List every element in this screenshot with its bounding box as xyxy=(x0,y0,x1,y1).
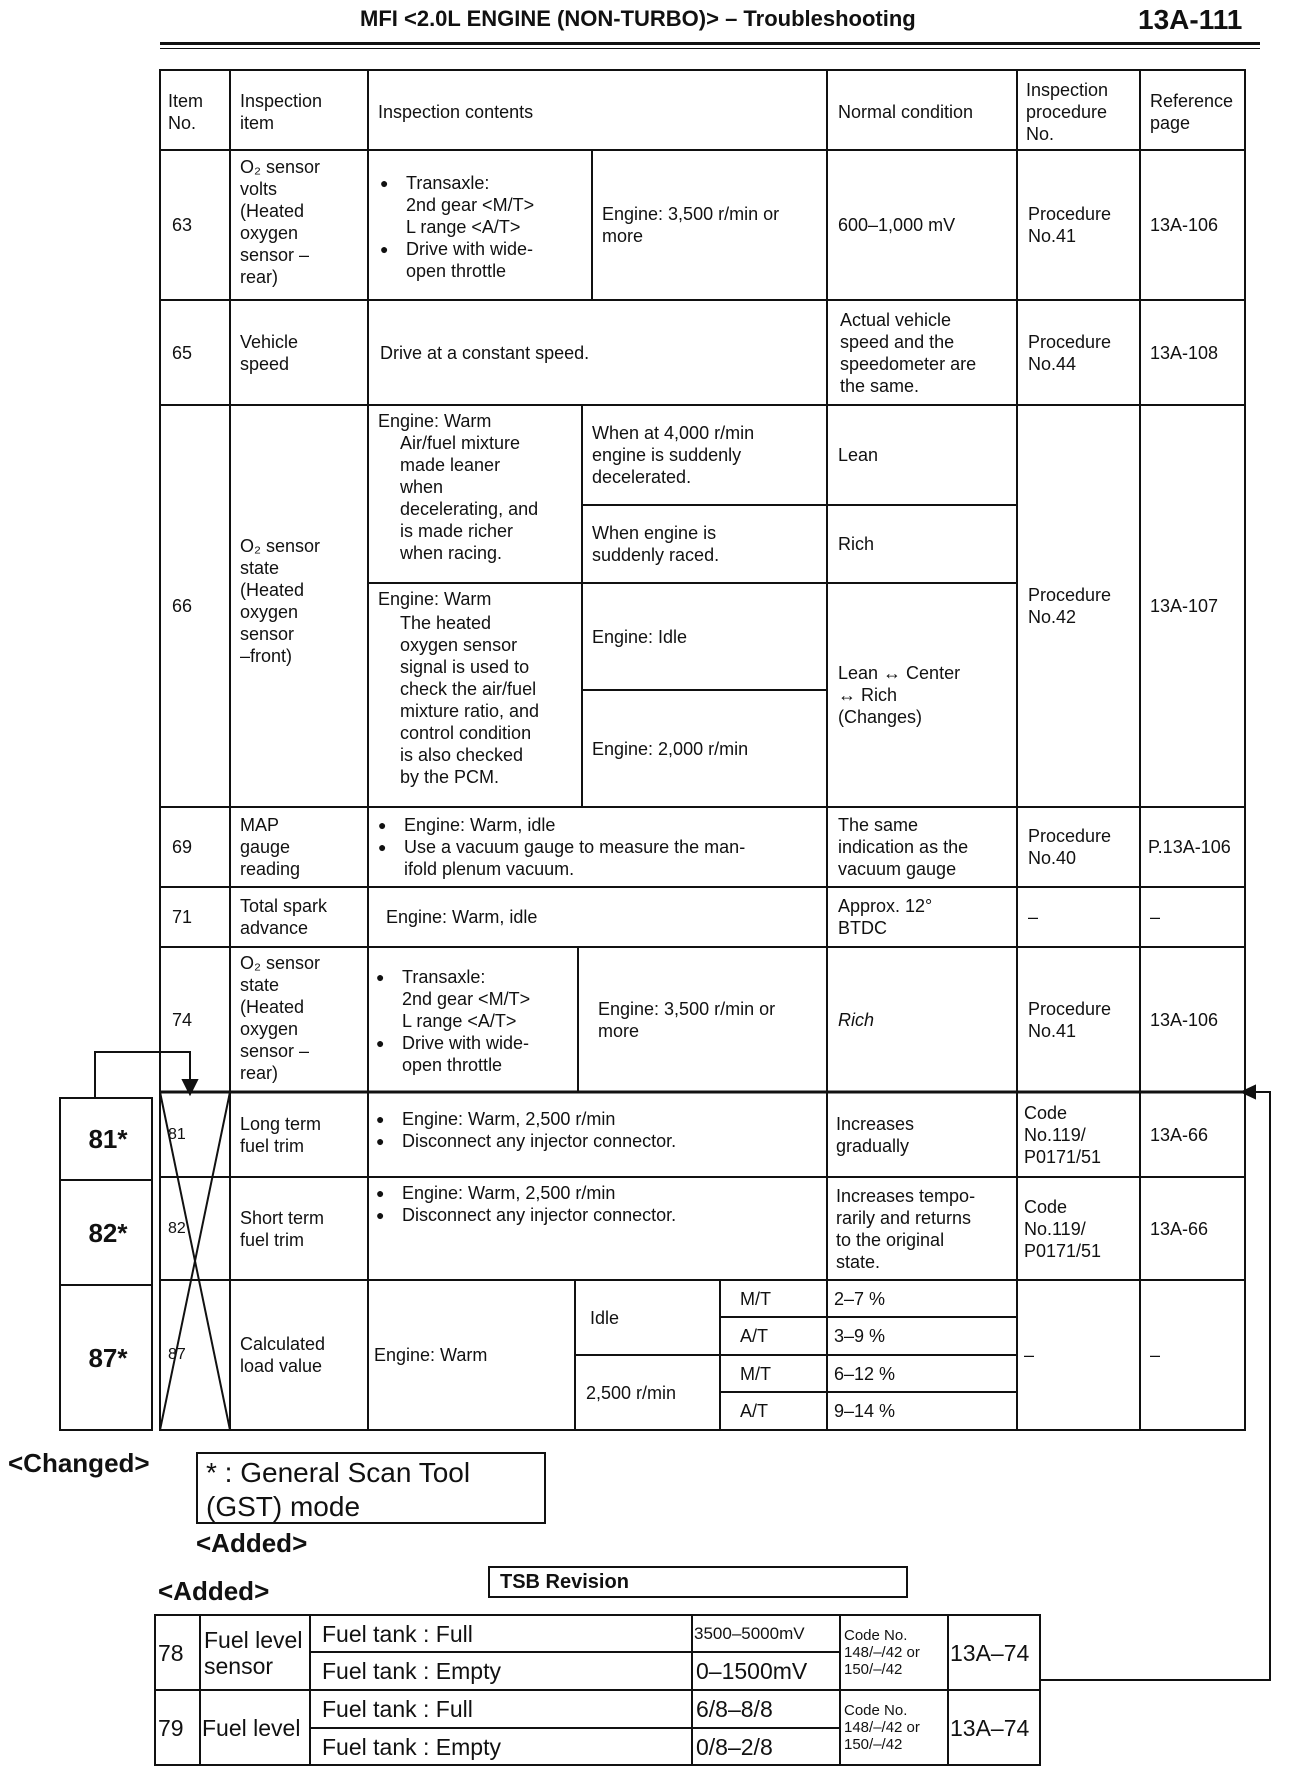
item-71: 71 xyxy=(172,907,193,927)
item-66-normal3: Lean ↔ Center ↔ Rich (Changes) xyxy=(838,663,961,727)
header-inspection-procedure: Inspection procedure No. xyxy=(1026,80,1109,144)
item-69-bullet-2: ● Use a vacuum gauge to measure the man- ifold plenum vacuum. xyxy=(378,836,823,880)
item-66-block2-label: Engine: Warm xyxy=(378,589,492,609)
item-69-normal: The same indication as the vacuum gauge xyxy=(838,815,969,879)
item-63: 63 xyxy=(172,215,193,235)
item-69: 69 xyxy=(172,837,193,857)
header-reference-page: Reference page xyxy=(1150,91,1234,133)
item-65-ref: 13A-108 xyxy=(1150,342,1219,363)
item-63-bullets xyxy=(380,172,592,292)
added-item-79-full: Fuel tank : Full xyxy=(322,1696,473,1722)
item-82-procedure: Code No.119/ P0171/51 xyxy=(1024,1196,1102,1261)
item-71-normal: Approx. 12° BTDC xyxy=(838,896,933,938)
item-66-cond4: Engine: 2,000 r/min xyxy=(592,738,749,759)
item-87-old: 87 xyxy=(168,1346,186,1363)
item-81-bullet-1: ● Engine: Warm, 2,500 r/min xyxy=(376,1108,821,1130)
item-74-bullets xyxy=(376,966,578,1086)
item-81-ref: 13A-66 xyxy=(1150,1124,1209,1145)
item-71-procedure: – xyxy=(1028,907,1039,927)
item-81-bullets xyxy=(376,1108,821,1168)
item-74-normal: Rich xyxy=(838,1009,875,1030)
added-label-2: <Added> xyxy=(158,1576,270,1606)
item-74-bullet-2: ● Drive with wide- open throttle xyxy=(376,1032,578,1076)
item-66-block1-text: Air/fuel mixture made leaner when decelerating, and is made richer when racing. xyxy=(400,433,539,563)
item-87-rpm: 2,500 r/min xyxy=(586,1382,677,1403)
item-82-old: 82 xyxy=(168,1219,186,1237)
changed-label: <Changed> xyxy=(8,1448,150,1478)
item-71-ref: – xyxy=(1150,907,1161,927)
item-87-idle: Idle xyxy=(590,1307,620,1328)
added-item-79-empty-value: 0/8–2/8 xyxy=(696,1733,773,1760)
added-item-78-empty: Fuel tank : Empty xyxy=(322,1658,501,1684)
added-item-79-ref: 13A–74 xyxy=(950,1714,1030,1741)
added-item-78-code: Code No. 148/–/42 or 150/–/42 xyxy=(844,1627,920,1678)
added-item-78: 78 xyxy=(158,1639,184,1666)
item-71-name: Total spark advance xyxy=(240,896,328,938)
added-item-79-full-value: 6/8–8/8 xyxy=(696,1696,773,1722)
item-65-contents: Drive at a constant speed. xyxy=(380,342,590,363)
item-66-normal1: Lean xyxy=(838,445,879,465)
item-69-bullet-1: ● Engine: Warm, idle xyxy=(378,814,823,836)
item-65-name: Vehicle speed xyxy=(240,331,299,374)
item-82-ref: 13A-66 xyxy=(1150,1218,1209,1239)
item-82-new: 82* xyxy=(88,1217,128,1248)
item-65-normal: Actual vehicle speed and the speedometer are the same. xyxy=(840,309,977,396)
item-63-name: O₂ sensor volts (Heated oxygen sensor – rear) xyxy=(240,157,321,287)
added-label-1: <Added> xyxy=(196,1528,308,1558)
item-87-contents: Engine: Warm xyxy=(374,1345,488,1365)
item-71-contents: Engine: Warm, idle xyxy=(386,907,538,927)
added-item-78-full: Fuel tank : Full xyxy=(322,1620,473,1647)
item-87-new: 87* xyxy=(88,1342,128,1373)
item-66: 66 xyxy=(172,596,193,616)
item-69-procedure: Procedure No.40 xyxy=(1028,826,1112,868)
item-69-name: MAP gauge reading xyxy=(240,815,301,879)
added-item-78-ref: 13A–74 xyxy=(950,1639,1030,1666)
item-69-ref: P.13A-106 xyxy=(1148,837,1231,857)
item-66-block1-label: Engine: Warm xyxy=(378,411,492,431)
item-81-name: Long term fuel trim xyxy=(240,1113,322,1156)
added-item-78-name: Fuel level sensor xyxy=(204,1626,303,1679)
page-title: MFI <2.0L ENGINE (NON-TURBO)> – Troubleshooting xyxy=(360,6,916,31)
item-74-procedure: Procedure No.41 xyxy=(1028,998,1112,1041)
item-66-procedure: Procedure No.42 xyxy=(1028,585,1112,627)
header-item-no: Item No. xyxy=(168,91,204,133)
tsb-revision: TSB Revision xyxy=(488,1566,908,1598)
item-66-normal2: Rich xyxy=(838,534,875,554)
header-inspection-item: Inspection item xyxy=(240,91,323,133)
gst-note: * : General Scan Tool (GST) mode xyxy=(196,1452,546,1524)
item-74-ref: 13A-106 xyxy=(1150,1009,1219,1030)
item-81-normal: Increases gradually xyxy=(836,1113,915,1156)
item-63-normal: 600–1,000 mV xyxy=(838,215,956,235)
item-66-ref: 13A-107 xyxy=(1150,596,1219,616)
item-81-old: 81 xyxy=(168,1125,186,1143)
item-66-block2-text: The heated oxygen sensor signal is used to check the air/fuel mixture ratio, and control condition is also checked by the PCM. xyxy=(400,613,540,787)
item-63-procedure: Procedure No.41 xyxy=(1028,204,1112,246)
item-81-bullet-2: ● Disconnect any injector connector. xyxy=(376,1130,821,1152)
item-66-name: O₂ sensor state (Heated oxygen sensor –front) xyxy=(240,536,321,666)
item-82-bullets xyxy=(376,1182,821,1242)
added-item-79: 79 xyxy=(158,1714,184,1741)
item-87-value-4: 9–14 % xyxy=(834,1401,896,1421)
item-82-bullet-1: ● Engine: Warm, 2,500 r/min xyxy=(376,1182,821,1204)
item-87-name: Calculated load value xyxy=(240,1334,326,1376)
item-66-cond3: Engine: Idle xyxy=(592,626,688,647)
item-87-procedure: – xyxy=(1024,1345,1035,1365)
added-item-78-full-value: 3500–5000mV xyxy=(694,1623,805,1643)
item-87-mt2: M/T xyxy=(740,1363,771,1384)
item-69-bullets xyxy=(378,814,823,884)
added-item-79-name: Fuel level xyxy=(202,1714,301,1741)
header-normal-condition: Normal condition xyxy=(838,102,974,122)
item-63-bullet-1: ● Transaxle: 2nd gear <M/T> L range <A/T> xyxy=(380,172,592,238)
added-item-79-empty: Fuel tank : Empty xyxy=(322,1733,501,1760)
item-66-cond1: When at 4,000 r/min engine is suddenly decelerated. xyxy=(592,423,755,487)
item-74-name: O₂ sensor state (Heated oxygen sensor – rear) xyxy=(240,953,321,1083)
item-87-at1: A/T xyxy=(740,1326,769,1346)
item-81-new: 81* xyxy=(88,1124,128,1154)
item-87-value-2: 3–9 % xyxy=(834,1326,886,1346)
item-82-normal: Increases tempo- rarily and returns to the original state. xyxy=(836,1185,976,1272)
item-87-ref: – xyxy=(1150,1345,1161,1365)
added-item-79-code: Code No. 148/–/42 or 150/–/42 xyxy=(844,1702,920,1753)
item-81-procedure: Code No.119/ P0171/51 xyxy=(1024,1102,1102,1167)
item-74-condition: Engine: 3,500 r/min or more xyxy=(598,998,776,1041)
item-65-procedure: Procedure No.44 xyxy=(1028,331,1112,374)
item-63-bullet-2: ● Drive with wide- open throttle xyxy=(380,238,592,282)
item-63-condition: Engine: 3,500 r/min or more xyxy=(602,204,780,246)
page-number: 13A-111 xyxy=(1138,4,1243,35)
item-74-bullet-1: ● Transaxle: 2nd gear <M/T> L range <A/T> xyxy=(376,966,578,1032)
item-87-at2: A/T xyxy=(740,1401,769,1421)
added-item-78-empty-value: 0–1500mV xyxy=(696,1658,808,1684)
item-63-ref: 13A-106 xyxy=(1150,215,1219,235)
header-inspection-contents: Inspection contents xyxy=(378,102,534,122)
item-87-mt1: M/T xyxy=(740,1288,771,1309)
item-87-value-3: 6–12 % xyxy=(834,1363,896,1384)
item-82-bullet-2: ● Disconnect any injector connector. xyxy=(376,1204,821,1226)
item-66-cond2: When engine is suddenly raced. xyxy=(592,523,720,565)
item-74: 74 xyxy=(172,1009,193,1030)
item-65: 65 xyxy=(172,342,193,363)
item-87-value-1: 2–7 % xyxy=(834,1288,886,1309)
item-82-name: Short term fuel trim xyxy=(240,1207,325,1250)
